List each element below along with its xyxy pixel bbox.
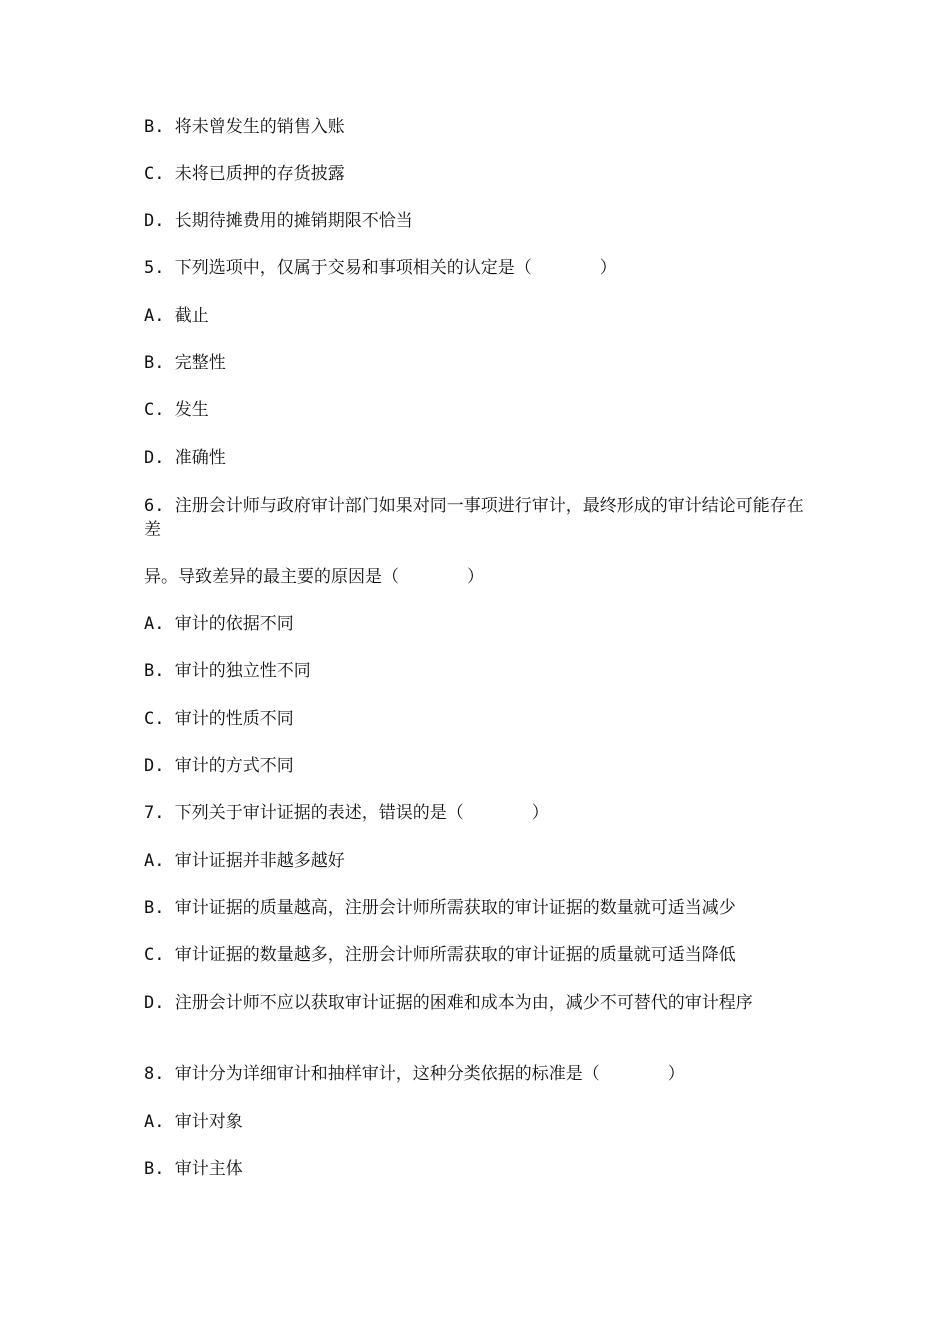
question-line: 6. 注册会计师与政府审计部门如果对同一事项进行审计，最终形成的审计结论可能存在差 (144, 496, 804, 540)
option-line: B. 审计的独立性不同 (144, 661, 311, 681)
question-line: 7. 下列关于审计证据的表述，错误的是（ ） (144, 803, 549, 823)
option-line: B. 审计证据的质量越高，注册会计师所需获取的审计证据的数量就可适当减少 (144, 898, 736, 918)
question-line: 5. 下列选项中，仅属于交易和事项相关的认定是（ ） (144, 258, 617, 278)
option-line: A. 审计的依据不同 (144, 614, 294, 634)
option-line: D. 注册会计师不应以获取审计证据的困难和成本为由，减少不可替代的审计程序 (144, 993, 753, 1013)
option-line: A. 截止 (144, 306, 209, 326)
option-line: B. 审计主体 (144, 1159, 243, 1179)
option-line: B. 完整性 (144, 353, 226, 373)
option-line: D. 长期待摊费用的摊销期限不恰当 (144, 211, 413, 231)
option-line: D. 准确性 (144, 448, 226, 468)
option-line: C. 发生 (144, 400, 209, 420)
option-line: C. 未将已质押的存货披露 (144, 164, 345, 184)
option-line: A. 审计证据并非越多越好 (144, 851, 345, 871)
option-line: B. 将未曾发生的销售入账 (144, 117, 345, 137)
option-line: A. 审计对象 (144, 1112, 243, 1132)
option-line: D. 审计的方式不同 (144, 756, 294, 776)
question-line: 异。导致差异的最主要的原因是（ ） (144, 567, 484, 587)
question-line: 8. 审计分为详细审计和抽样审计，这种分类依据的标准是（ ） (144, 1064, 685, 1084)
option-line: C. 审计证据的数量越多，注册会计师所需获取的审计证据的质量就可适当降低 (144, 945, 736, 965)
option-line: C. 审计的性质不同 (144, 709, 294, 729)
